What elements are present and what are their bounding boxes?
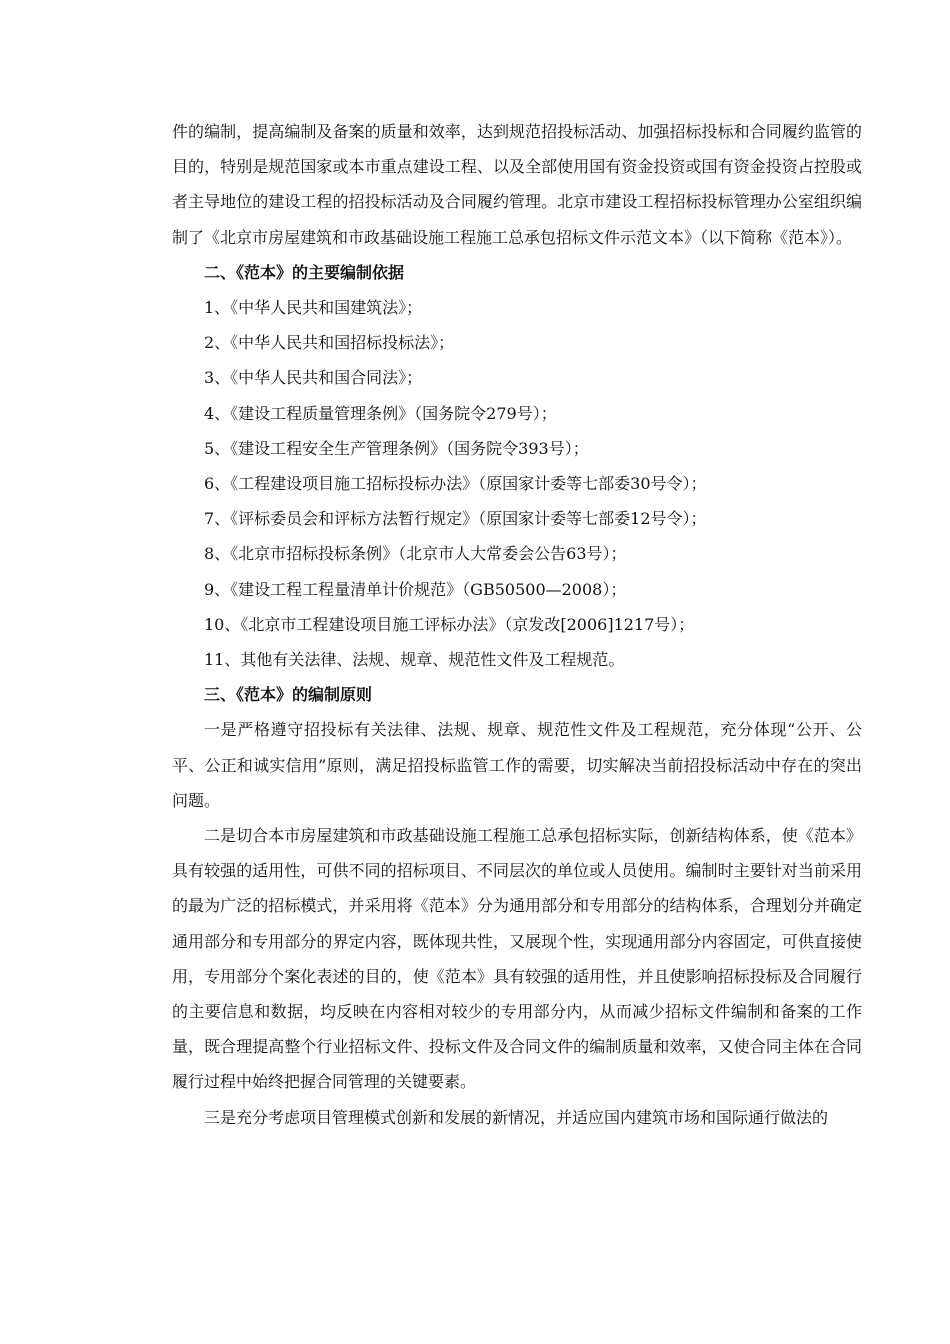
basis-item-4: 4、《建设工程质量管理条例》（国务院令279号）； xyxy=(204,403,557,423)
basis-item-1: 1、《中华人民共和国建筑法》； xyxy=(204,298,423,318)
basis-item-11: 11、其他有关法律、法规、规章、规范性文件及工程规范。 xyxy=(204,650,625,670)
principle-paragraph-3: 三是充分考虑项目管理模式创新和发展的新情况，并适应国内建筑市场和国际通行做法的 xyxy=(204,1107,829,1127)
intro-paragraph: 件的编制，提高编制及备案的质量和效率，达到规范招投标活动、加强招标投标和合同履约监管的目的，特别是规范国家或本市重点建设工程、以及全部使用国有资金投资或国有资金投资占控股或者主导地位的建设工程的招投标活动及合同履约管理。北京市建设工程招标投标管理办公室组织编制了《北京市房屋建筑和市政基础设施工程施工总承包招标文件示范文本》（以下简称《范本》）。 xyxy=(172,122,862,247)
section-3-heading: 三、《范本》的编制原则 xyxy=(204,685,373,705)
basis-item-7: 7、《评标委员会和评标方法暂行规定》（原国家计委等七部委12号令）； xyxy=(204,509,707,529)
basis-item-2: 2、《中华人民共和国招标投标法》； xyxy=(204,333,455,353)
basis-item-8: 8、《北京市招标投标条例》（北京市人大常委会公告63号）； xyxy=(204,544,627,564)
document-body xyxy=(172,114,862,1135)
basis-item-10: 10、《北京市工程建设项目施工评标办法》（京发改[2006]1217号）； xyxy=(204,614,695,634)
basis-item-5: 5、《建设工程安全生产管理条例》（国务院令393号）； xyxy=(204,438,589,458)
principle-paragraph-1: 一是严格遵守招投标有关法律、法规、规章、规范性文件及工程规范，充分体现“公开、公平、公正和诚实信用”原则，满足招投标监管工作的需要，切实解决当前招投标活动中存在的突出问题。 xyxy=(172,720,862,810)
basis-item-6: 6、《工程建设项目施工招标投标办法》（原国家计委等七部委30号令）； xyxy=(204,474,707,494)
section-2-heading: 二、《范本》的主要编制依据 xyxy=(204,262,405,282)
principle-paragraph-2: 二是切合本市房屋建筑和市政基础设施工程施工总承包招标实际，创新结构体系，使《范本》具有较强的适用性，可供不同的招标项目、不同层次的单位或人员使用。编制时主要针对当前采用的最为广泛的招标模式，并采用将《范本》分为通用部分和专用部分的结构体系，合理划分并确定通用部分和专用部分的界定内容，既体现共性，又展现个性，实现通用部分内容固定，可供直接使用，专用部分个案化表述的目的，使《范本》具有较强的适用性，并且使影响招标投标及合同履行的主要信息和数据，均反映在内容相对较少的专用部分内，从而减少招标文件编制和备案的工作量，既合理提高整个行业招标文件、投标文件及合同文件的编制质量和效率，又使合同主体在合同履行过程中始终把握合同管理的关键要素。 xyxy=(172,826,862,1092)
basis-item-9: 9、《建设工程工程量清单计价规范》（GB50500—2008）； xyxy=(204,579,627,599)
basis-item-3: 3、《中华人民共和国合同法》； xyxy=(204,368,423,388)
